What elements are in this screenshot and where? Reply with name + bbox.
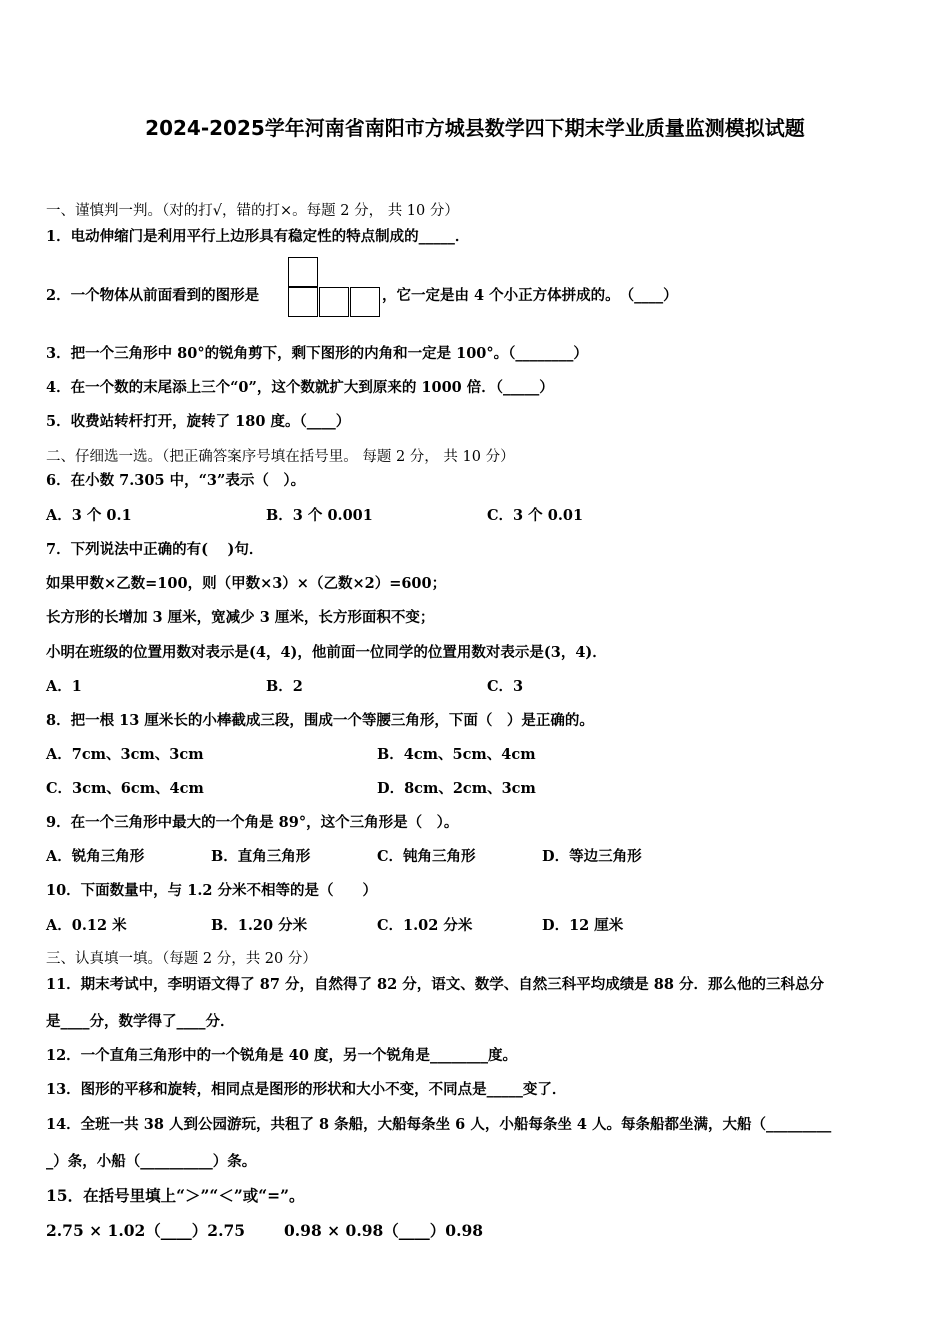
figure-cell-bottom-2	[319, 287, 349, 317]
question-4: 4．在一个数的末尾添上三个“0”，这个数就扩大到原来的 1000 倍．（_____）	[46, 379, 554, 396]
q10-option-b: B．1.20 分米	[211, 917, 308, 934]
section2-header: 二、仔细选一选。（把正确答案序号填在括号里。 每题 2 分， 共 10 分）	[46, 449, 515, 465]
q10-option-a: A．0.12 米	[46, 917, 127, 934]
q10-option-d: D．12 厘米	[542, 917, 624, 934]
question-15: 15．在括号里填上“＞”“＜”或“=”。	[46, 1186, 305, 1205]
q7-option-a: A．1	[46, 678, 82, 695]
question-12: 12．一个直角三角形中的一个锐角是 40 度，另一个锐角是________度。	[46, 1047, 517, 1064]
q6-option-b: B．3 个 0.001	[266, 507, 373, 524]
q7-statement-1: 如果甲数×乙数=100，则（甲数×3）×（乙数×2）=600；	[46, 575, 447, 592]
question-10: 10．下面数量中，与 1.2 分米不相等的是（ ）	[46, 882, 377, 899]
q15-comparison-a: 2.75 × 1.02（____）2.75	[46, 1221, 246, 1240]
q9-option-c: C．钝角三角形	[377, 848, 476, 865]
question-6: 6．在小数 7.305 中，“3”表示（ ）。	[46, 472, 306, 489]
figure-cell-bottom-1	[288, 287, 318, 317]
q8-option-a: A．7cm、3cm、3cm	[46, 746, 204, 763]
q8-option-b: B．4cm、5cm、4cm	[377, 746, 536, 763]
question-2-after: ，它一定是由 4 个小正方体拼成的。 （____）	[382, 287, 678, 304]
q6-option-c: C．3 个 0.01	[487, 507, 584, 524]
page-title: 2024-2025学年河南省南阳市方城县数学四下期末学业质量监测模拟试题	[145, 116, 805, 140]
q8-option-d: D．8cm、2cm、3cm	[377, 780, 536, 797]
question-11-line2: 是____分，数学得了____分．	[46, 1013, 235, 1030]
section1-header: 一、谨慎判一判。（对的打√，错的打×。每题 2 分， 共 10 分）	[46, 203, 459, 219]
figure-cell-bottom-3	[350, 287, 380, 317]
question-7: 7．下列说法中正确的有( )句．	[46, 541, 264, 558]
question-3: 3．把一个三角形中 80°的锐角剪下，剩下图形的内角和一定是 100°。（________）	[46, 345, 588, 362]
question-5: 5．收费站转杆打开，旋转了 180 度。（____）	[46, 413, 351, 430]
q15-comparison-b: 0.98 × 0.98（____）0.98	[284, 1221, 484, 1240]
question-8: 8．把一根 13 厘米长的小棒截成三段，围成一个等腰三角形，下面（ ）是正确的。	[46, 712, 594, 729]
question-2-text	[46, 286, 259, 306]
q8-option-c: C．3cm、6cm、4cm	[46, 780, 204, 797]
figure-cell-top	[288, 257, 318, 287]
front-view-figure	[288, 257, 382, 319]
question-14-line1: 14．全班一共 38 人到公园游玩，共租了 8 条船，大船每条坐 6 人，小船每条坐 4 人。每条船都坐满，大船（_________	[46, 1116, 832, 1133]
q7-option-c: C．3	[487, 678, 524, 695]
q7-statement-3: 小明在班级的位置用数对表示是(4，4)，他前面一位同学的位置用数对表示是(3，4)．	[46, 644, 607, 661]
q10-option-c: C．1.02 分米	[377, 917, 473, 934]
question-1: 1．电动伸缩门是利用平行上边形具有稳定性的特点制成的_____．	[46, 228, 470, 245]
section3-header: 三、认真填一填。（每题 2 分，共 20 分）	[46, 951, 317, 967]
q9-option-d: D．等边三角形	[542, 848, 642, 865]
q9-option-b: B．直角三角形	[211, 848, 311, 865]
question-9: 9．在一个三角形中最大的一个角是 89°，这个三角形是（ ）。	[46, 814, 459, 831]
q9-option-a: A．锐角三角形	[46, 848, 145, 865]
question-14-line2: _）条，小船（__________）条。	[46, 1153, 257, 1170]
question-2-before: 2．一个物体从前面看到的图形是	[46, 287, 260, 304]
question-11-line1: 11．期末考试中，李明语文得了 87 分，自然得了 82 分，语文、数学、自然三科平均成绩是 88 分．那么他的三科总分	[46, 976, 824, 993]
q7-option-b: B．2	[266, 678, 303, 695]
q7-statement-2: 长方形的长增加 3 厘米，宽减少 3 厘米，长方形面积不变；	[46, 609, 435, 626]
question-13: 13．图形的平移和旋转，相同点是图形的形状和大小不变，不同点是_____变了．	[46, 1081, 567, 1098]
q6-option-a: A．3 个 0.1	[46, 507, 132, 524]
